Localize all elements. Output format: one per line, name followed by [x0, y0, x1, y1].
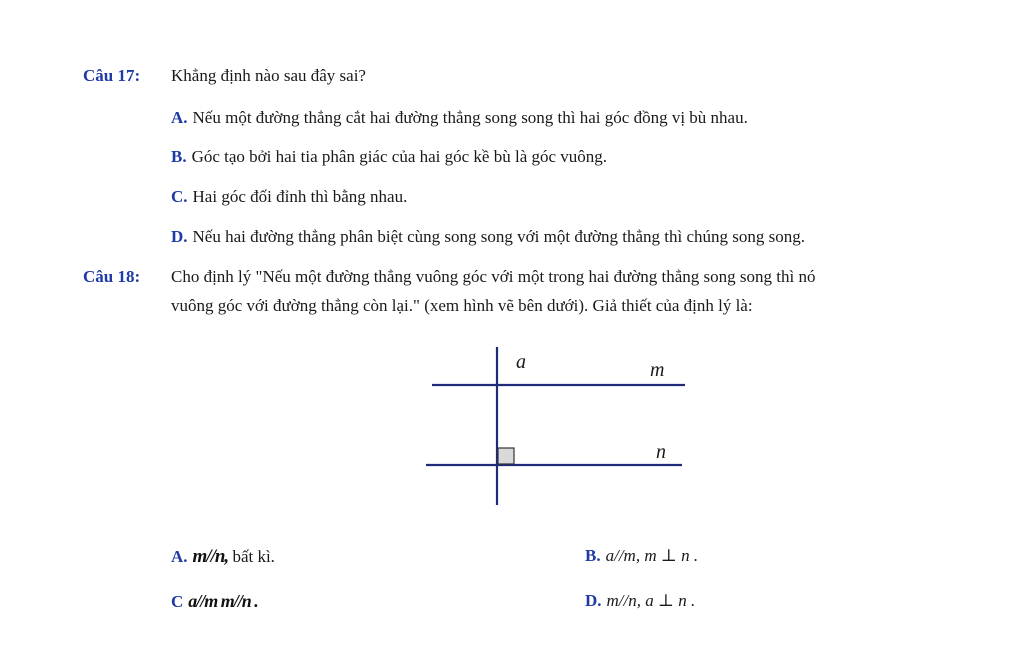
q18-option-d[interactable] [585, 591, 695, 611]
label-n: n [656, 441, 666, 463]
q18-option-c-math: a//m m//n . [188, 591, 258, 611]
q17-option-b-letter: B. [171, 147, 187, 166]
q18-option-a-rest: bất kì. [232, 547, 275, 566]
q17-option-a-text: Nếu một đường thẳng cắt hai đường thẳng song song thì hai góc đồng vị bù nhau. [192, 108, 748, 127]
q18-option-a-letter: A. [171, 547, 188, 566]
q17-label: Câu 17: [83, 66, 141, 85]
q17-question: Khẳng định nào sau đây sai? [171, 66, 366, 85]
q18-option-b[interactable] [585, 546, 698, 566]
q17-option-c-text: Hai góc đối đỉnh thì bằng nhau. [192, 187, 408, 206]
q18-question-line1: Cho định lý "Nếu một đường thẳng vuông góc với một trong hai đường thẳng song song thì nó [171, 267, 816, 286]
q17-option-d-text: Nếu hai đường thẳng phân biệt cùng song song với một đường thẳng thì chúng song song. [192, 227, 806, 246]
q17-option-d-letter: D. [171, 227, 188, 246]
q18-option-d-math: m//n, a ⊥ n . [606, 591, 696, 610]
q18-option-c-letter: C [171, 592, 184, 611]
q18-option-b-letter: B. [585, 546, 601, 565]
q18-label: Câu 18: [83, 267, 141, 286]
q18-option-b-math: a//m, m ⊥ n . [605, 546, 699, 565]
label-m: m [650, 359, 665, 381]
q17-option-c-letter: C. [171, 187, 188, 206]
q17-option-a[interactable] [171, 108, 748, 128]
q18-option-c[interactable] [171, 591, 258, 612]
geometry-figure [420, 340, 700, 510]
label-a: a [516, 351, 526, 373]
q18-option-a[interactable] [171, 546, 275, 568]
q18-option-d-letter: D. [585, 591, 602, 610]
q17-option-a-letter: A. [171, 108, 188, 127]
q18-question-line2: vuông góc với đường thẳng còn lại." (xem hình vẽ bên dưới). Giả thiết của định lý là: [171, 296, 753, 315]
q17-option-b[interactable] [171, 147, 607, 167]
q17-option-b-text: Góc tạo bởi hai tia phân giác của hai góc kề bù là góc vuông. [191, 147, 608, 166]
q17-option-d[interactable] [171, 227, 805, 247]
q17-option-c[interactable] [171, 187, 407, 207]
right-angle-mark [498, 448, 514, 464]
q18-option-a-math: m//n, [192, 546, 229, 567]
